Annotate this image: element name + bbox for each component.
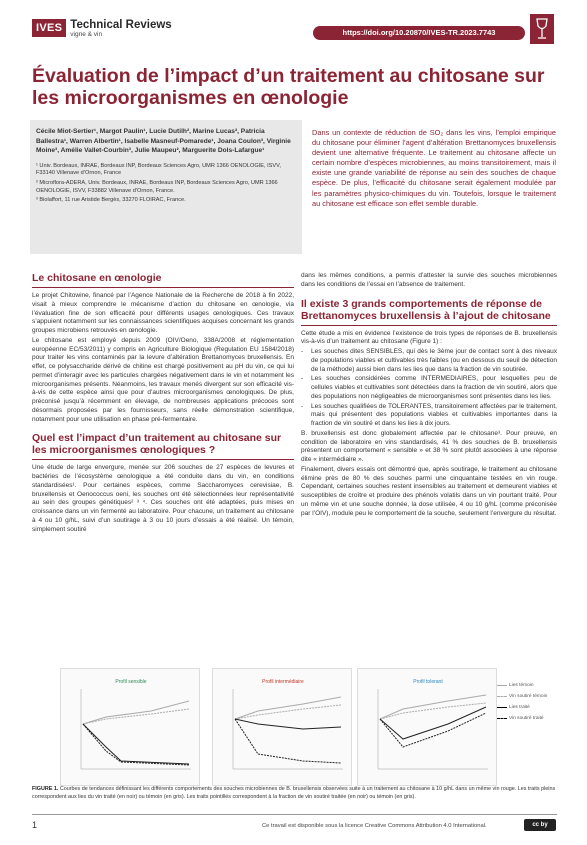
paragraph: B. bruxellensis est donc globalement affectée par le chitosane³. Pour preuve, en condition de laboratoire en vins standardisés, 41 % des souches de B. bruxellensis présentent un comportement « sensible » et 38 % sont plutôt associées à une réponse dite « intermédiaire ». — [301, 429, 557, 463]
legend-label: Vin soutiré témoin — [509, 694, 548, 699]
ives-logo-mark: IVES — [32, 19, 66, 37]
section-heading-chitosane: Le chitosane en œnologie — [32, 272, 162, 284]
chart-svg — [61, 669, 201, 787]
paragraph: Cette étude a mis en évidence l’existence de trois types de réponses de B. bruxellensis vis-à-vis d’un traitement au chitosane (Figure 1) : — [301, 329, 557, 346]
chart-title: Profil sensible — [115, 679, 147, 685]
affiliation-1: ¹ Univ. Bordeaux, INRAE, Bordeaux INP, Bordeaux Sciences Agro, UMR 1366 OENOLOGIE, ISVV, F33140 Villenave d’Ornon, France — [36, 162, 281, 177]
legend-label: Vin soutiré traité — [509, 716, 544, 721]
journal-title: Technical Reviews — [70, 19, 172, 31]
paragraph: Finalement, divers essais ont démontré que, après soutirage, le traitement au chitosane élimine près de 80 % des souches parmi une cinquantaine testées en vin rouge. Cependant, certaines souches restent insensibles au traitement et demeurent viables et susceptibles de croître et produire des phénols volatils dans un vin pourtant traité. Pour un même vin et une souche donnée, la dose utilisée, 4 ou 10 g/hL (comme préconisée par l’OIV), module peu le comportement de la souche, seulement l’envergure du résultat. — [301, 465, 557, 517]
chart-svg — [358, 669, 498, 787]
chart-profil-intermediaire — [212, 668, 352, 786]
right-column — [301, 272, 557, 519]
list-item-text: Les souches dites SENSIBLES, qui dès le 3ème jour de contact sont à des niveaux de populations viables et cultivables très faibles (ou en dessous du seuil de détection de la méthode) aussi bien dans les lies que dans la fraction de vin soutirée. — [311, 348, 557, 373]
page-number: 1 — [32, 820, 38, 830]
legend-item — [497, 680, 557, 691]
figure-1 — [32, 660, 557, 802]
heading-rule — [32, 287, 294, 288]
figure-caption — [32, 786, 557, 802]
paragraph: Une étude de large envergure, menée sur 206 souches de 27 espèces de levures et bactéries de l’écosystème œnologique a été conduite dans du vin, en conditions standardisées¹. Pour certaines espèces, comme Saccharomyces cerevisiae, B. bruxellensis et Oenococcus oeni, les souches ont été sélectionnées leur représentativité au sein des groupes génétiques² ³ ⁴. Ces souches ont été adaptées, puis mises en croissance dans un vin fermenté au laboratoire. Pour chacune, un traitement au chitosane à 4 ou 10 g/hL, suivi d’un soutirage à 3 ou 10 jours d’essais a été réalisé. Un témoin, simplement soutiré — [32, 464, 294, 533]
section-heading-comportements: Il existe 3 grands comportements de réponse de Brettanomyces bruxellensis à l’ajout de chitosane — [301, 297, 551, 322]
journal-logo — [32, 19, 172, 39]
list-item: - Les souches dites SENSIBLES, qui dès le 3ème jour de contact sont à des niveaux de populations viables et cultivables très faibles (ou en dessous du seuil de détection de la méthode) aussi bien dans les lies que dans la fraction de vin soutirée. — [301, 348, 557, 373]
list-item-text: Les souches qualifiées de TOLERANTES, transitoirement affectées par le traitement, mais qui présentent des populations viables et cultivables importantes dans la fraction de vin soutiré et dans les lies à dix jours. — [311, 402, 557, 427]
list-item: - Les souches considérées comme INTERMEDIAIRES, pour lesquelles peu de cellules viables et cultivables sont détectées dans la fraction de vin soutiré, alors que des populations non négligeables de microorganismes sont présentes dans les lies. — [301, 375, 557, 400]
heading-rule — [301, 325, 557, 326]
paragraph: Le projet Chitowine, financé par l’Agence Nationale de la Recherche de 2018 à fin 2022, visait à mieux comprendre le mécanisme d’action du chitosane en œnologie, via l’évaluation fine de son efficacité pour différents usages œnologiques. Ces travaux s’appuient notamment sur les connaissances scientifiques acquises concernant les grands groupes microbiens retrouvés en œnologie. — [32, 292, 294, 334]
author-list: Cécile Miot-Sertier¹, Margot Paulin¹, Lucie Dutilh², Marine Lucas², Patricia Ballestra¹, Warren Albertin¹, Isabelle Masneuf-Pomarede¹, Joana Coulon³, Virginie Moine³, Amélie Vallet-Courbin³, Julie Maupeu², Marguerite Dols-Lafargue¹ — [36, 128, 291, 155]
section-heading-impact: Quel est l’impact d’un traitement au chitosane sur les microorganismes œnologiques ? — [32, 432, 282, 457]
doi-link[interactable]: https://doi.org/10.20870/IVES-TR.2023.7743 — [313, 26, 525, 40]
abstract: Dans un contexte de réduction de SO₂ dans les vins, l’emploi empirique du chitosane pour éliminer l’agent d’altération Brettanomyces bruxellensis devient une alternative fréquente. Le traitement au chitosane affecte un certain nombre d’espèces microbiennes, au moins transitoirement, mais il existe une grande variabilité de réponse au sein des souches de chaque espèce. De plus, l’efficacité du chitosane serait également modulée par les paramètres physico-chimiques du vin. Toutefois, lorsque le traitement au chitosane est efficace son effet semble durable. — [312, 128, 556, 208]
legend-label: Lies traité — [509, 705, 530, 710]
article-title: Évaluation de l’impact d’un traitement au chitosane sur les microorganismes en œnologie — [32, 65, 545, 109]
header — [0, 0, 587, 50]
affiliations — [36, 163, 296, 205]
affiliation-2: ² Microflora-ADERA, Univ. Bordeaux, INRAE, Bordeaux INP, Bordeaux Sciences Agro, UMR 1366 OENOLOGIE, ISVV, F33882 Villenave d’Ornon, France. — [36, 179, 278, 194]
authors-box — [30, 120, 302, 254]
cc-license-badge[interactable]: cc by — [524, 819, 556, 831]
list-item-text: Les souches considérées comme INTERMEDIAIRES, pour lesquelles peu de cellules viables et cultivables sont détectées dans la fraction de vin soutiré, alors que des populations non négligeables de microorganismes sont présentes dans les lies. — [311, 375, 557, 400]
paragraph: Le chitosane est employé depuis 2009 (OIV/Oeno, 338A/2008 et réglementation européenne EC/53/2011) y compris en Agriculture Biologique (Regulation EU 1584/2018) pour traiter les vins contaminés par la levure d’altération Brettanomyces bruxellensis. En effet, ce polysaccharide dérivé de chitine est chargé positivement au pH du vin, ce qui lui permet d’interagir avec les particules chargées négativement dans le vin et notamment les microorganismes présents. Néanmoins, les travaux menés divergent sur son efficacité vis-à-vis de cette espèce ainsi que pour d’autres microorganismes œnologiques. De plus, préconisé jusqu’à récemment en élevage, de nombreuses applications précoces sont désormais proposées par les fournisseurs, sans réelle démonstration scientifique, notamment pour une utilisation en phase pré-fermentaire. — [32, 336, 294, 423]
heading-rule — [32, 459, 294, 460]
footer-rule — [32, 814, 557, 815]
caption-label: FIGURE 1. — [32, 786, 59, 792]
caption-text: Courbes de tendances définissant les différents comportements des souches microbiennes de B. bruxellensis observées suite à un traitement au chitosane à 10 g/hL dans un même vin rouge. Les traits pleins correspondent aux lies du vin traité (en noir) ou témoin (en gris). Les traits pointillés correspondent à la fraction de vin soutiré traitée (en noir) ou témoin (en gris). — [32, 786, 556, 800]
license-text: Ce travail est disponible sous la licence Creative Commons Attribution 4.0 International. — [262, 823, 487, 829]
paragraph: dans les mêmes conditions, a permis d’attester la survie des souches microbiennes dans les conditions de l’essai en l’absence de traitement. — [301, 272, 557, 288]
legend-label: Lies témoin — [509, 683, 534, 688]
chart-legend — [497, 680, 557, 724]
chart-profil-sensible — [60, 668, 200, 786]
chart-profil-tolerant — [357, 668, 497, 786]
chart-title: Profil intermédiaire — [262, 679, 304, 685]
list-item: - Les souches qualifiées de TOLERANTES, transitoirement affectées par le traitement, mais qui présentent des populations viables et cultivables importantes dans la fraction de vin soutiré et dans les lies à dix jours. — [301, 402, 557, 427]
chart-svg — [213, 669, 353, 787]
left-column — [32, 272, 294, 535]
chart-title: Profil tolerant — [413, 679, 443, 685]
legend-item — [497, 713, 557, 724]
affiliation-3: ³ Biolaffort, 11 rue Aristide Bergès, 33270 FLOIRAC, France. — [36, 197, 186, 204]
journal-subtitle: vigne & vin — [70, 31, 103, 38]
wine-glass-icon — [530, 14, 554, 44]
legend-item — [497, 691, 557, 702]
legend-item — [497, 702, 557, 713]
